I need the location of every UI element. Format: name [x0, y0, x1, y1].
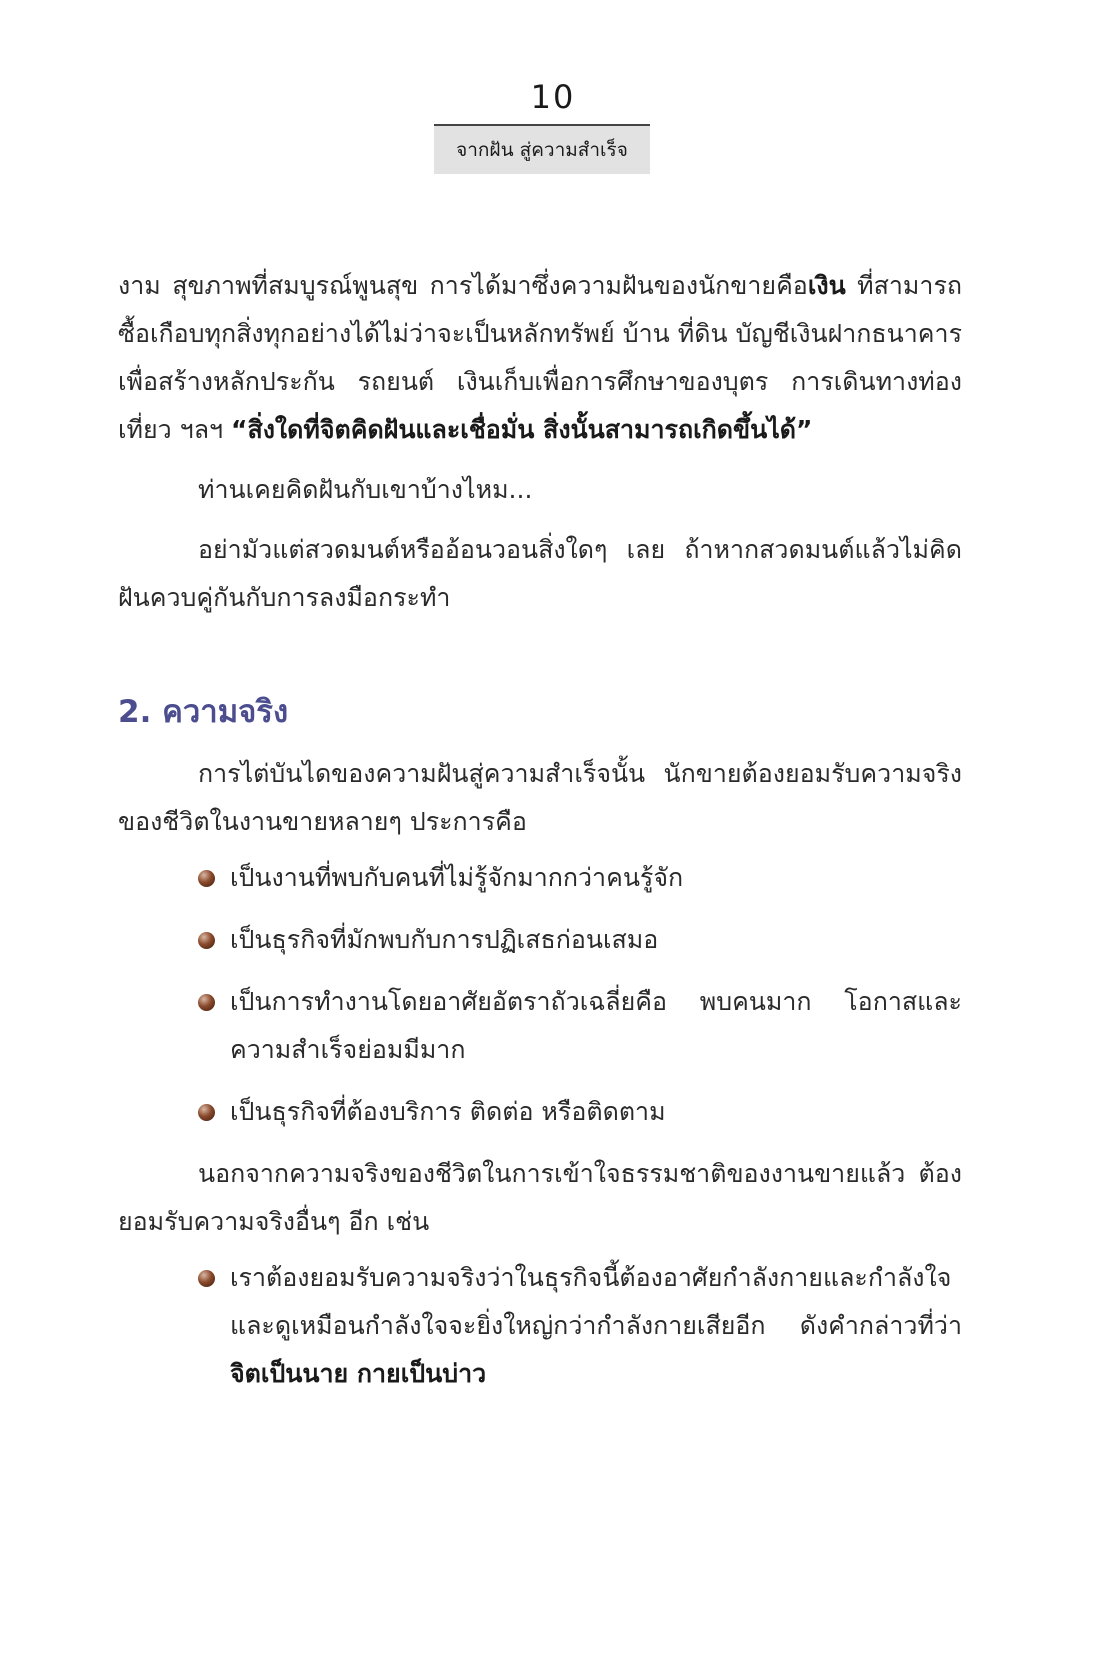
list-item	[118, 916, 962, 964]
proverb-text: จิตเป็นนาย กายเป็นบ่าว	[230, 1359, 487, 1388]
page-body	[118, 262, 962, 1412]
list-item-text: เป็นธุรกิจที่มักพบกับการปฏิเสธก่อนเสมอ	[230, 925, 659, 954]
list-item-text: เป็นงานที่พบกับคนที่ไม่รู้จักมากกว่าคนรู้จัก	[230, 863, 684, 892]
list-item	[118, 854, 962, 902]
bullet-icon	[198, 932, 215, 949]
intro-text-1: งาม สุขภาพที่สมบูรณ์พูนสุข การได้มาซึ่งความฝันของนักขายคือ	[118, 271, 808, 300]
bullet-icon	[198, 870, 215, 887]
other-truths-list	[118, 1254, 962, 1398]
list-item	[118, 1088, 962, 1136]
truth-list	[118, 854, 962, 1136]
list-item-text: เป็นการทำงานโดยอาศัยอัตราถัวเฉลี่ยคือ พบคนมาก โอกาสและความสำเร็จย่อมมีมาก	[230, 987, 962, 1064]
section-intro-paragraph: การไต่บันไดของความฝันสู่ความสำเร็จนั้น นักขายต้องยอมรับความจริงของชีวิตในงานขายหลายๆ ประการคือ	[118, 759, 962, 836]
list-item-text: เป็นธุรกิจที่ต้องบริการ ติดต่อ หรือติดตาม	[230, 1097, 666, 1126]
other-truths-paragraph: นอกจากความจริงของชีวิตในการเข้าใจธรรมชาติของงานขายแล้ว ต้องยอมรับความจริงอื่นๆ อีก เช่น	[118, 1159, 962, 1236]
section-heading: 2. ความจริง	[118, 694, 289, 730]
intro-paragraph	[118, 262, 962, 454]
running-title: จากฝัน สู่ความสำเร็จ	[456, 139, 628, 161]
list-item	[118, 978, 962, 1074]
money-word: เงิน	[807, 271, 846, 300]
intro-quote: “สิ่งใดที่จิตคิดฝันและเชื่อมั่น สิ่งนั้นสามารถเกิดขึ้นได้”	[231, 415, 813, 444]
bullet-icon	[198, 994, 215, 1011]
list-item	[118, 1254, 962, 1398]
page-number: 10	[530, 78, 576, 116]
list-item-text: เราต้องยอมรับความจริงว่าในธุรกิจนี้ต้องอาศัยกำลังกายและกำลังใจ และดูเหมือนกำลังใจจะยิ่งใหญ่กว่ากำลังกายเสียอีก ดังคำกล่าวที่ว่า	[230, 1263, 962, 1340]
question-paragraph: ท่านเคยคิดฝันกับเขาบ้างไหม...	[198, 475, 533, 504]
running-header	[434, 124, 650, 174]
bullet-icon	[198, 1104, 215, 1121]
prayer-paragraph: อย่ามัวแต่สวดมนต์หรืออ้อนวอนสิ่งใดๆ เลย ถ้าหากสวดมนต์แล้วไม่คิดฝันควบคู่กันกับการลงมือกระทำ	[118, 535, 962, 612]
bullet-icon	[198, 1270, 215, 1287]
intro-text-2: ที่สามารถซื้อเกือบทุกสิ่งทุกอย่างได้ไม่ว่าจะเป็นหลักทรัพย์ บ้าน ที่ดิน บัญชีเงินฝากธนาคารเพื่อสร้างหลักประกัน รถยนต์ เงินเก็บเพื่อการศึกษาของบุตร การเดินทางท่องเที่ยว ฯลฯ	[118, 271, 963, 444]
